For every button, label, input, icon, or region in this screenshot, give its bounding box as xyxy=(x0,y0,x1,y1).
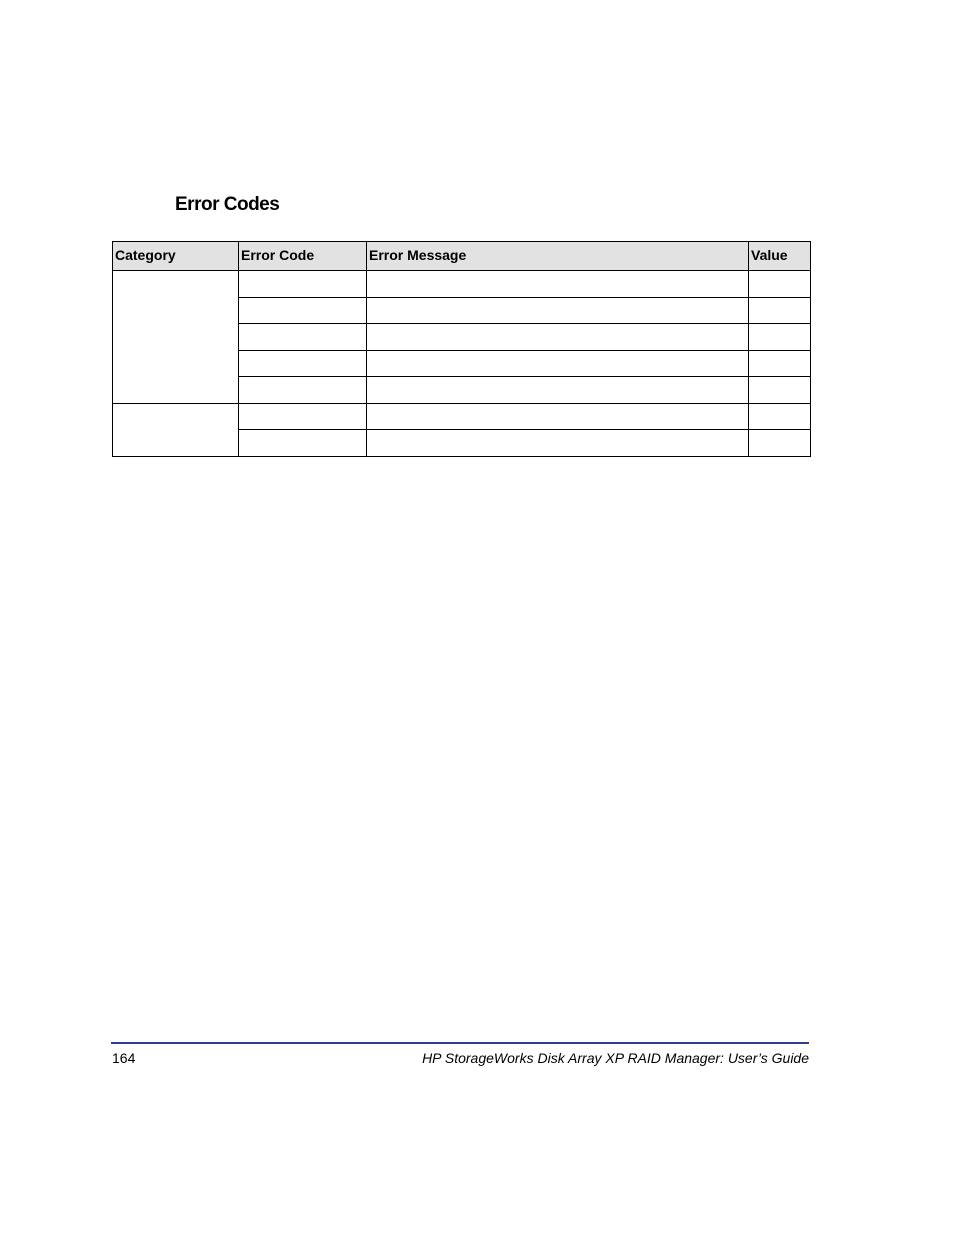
value-cell xyxy=(749,271,811,298)
error-message-cell xyxy=(367,377,749,404)
value-cell xyxy=(749,350,811,377)
category-cell xyxy=(113,271,239,404)
page-number: 164 xyxy=(112,1050,136,1066)
value-cell xyxy=(749,403,811,430)
error-code-cell xyxy=(239,297,367,324)
error-code-cell xyxy=(239,377,367,404)
error-code-cell xyxy=(239,271,367,298)
error-message-cell xyxy=(367,350,749,377)
footer-divider xyxy=(111,1042,809,1044)
error-message-cell xyxy=(367,403,749,430)
header-value: Value xyxy=(749,242,811,271)
value-cell xyxy=(749,297,811,324)
error-message-cell xyxy=(367,430,749,457)
error-message-cell xyxy=(367,271,749,298)
error-message-cell xyxy=(367,324,749,351)
header-category: Category xyxy=(113,242,239,271)
header-error-code: Error Code xyxy=(239,242,367,271)
category-cell xyxy=(113,403,239,456)
error-codes-table xyxy=(112,241,811,457)
value-cell xyxy=(749,324,811,351)
table-header-row xyxy=(113,242,811,271)
value-cell xyxy=(749,430,811,457)
table-row xyxy=(113,403,811,430)
value-cell xyxy=(749,377,811,404)
error-code-cell xyxy=(239,430,367,457)
header-error-message: Error Message xyxy=(367,242,749,271)
error-message-cell xyxy=(367,297,749,324)
error-code-cell xyxy=(239,324,367,351)
error-code-cell xyxy=(239,350,367,377)
footer-doc-title: HP StorageWorks Disk Array XP RAID Manager: User’s Guide xyxy=(422,1050,809,1066)
section-title: Error Codes xyxy=(175,194,280,215)
table-row xyxy=(113,271,811,298)
error-code-cell xyxy=(239,403,367,430)
